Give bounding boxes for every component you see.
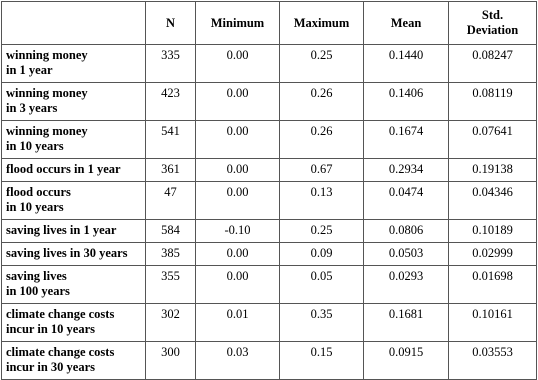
table-row (2, 182, 537, 220)
cell-std-deviation: 0.08119 (449, 83, 537, 121)
cell-mean: 0.1674 (364, 121, 449, 159)
cell-n: 361 (146, 159, 196, 182)
cell-mean: 0.0503 (364, 243, 449, 266)
cell-maximum: 0.09 (280, 243, 364, 266)
cell-minimum: 0.00 (196, 159, 280, 182)
cell-mean: 0.0474 (364, 182, 449, 220)
table-row (2, 304, 537, 342)
cell-mean: 0.0293 (364, 266, 449, 304)
row-label: winning money in 10 years (2, 121, 146, 159)
cell-maximum: 0.26 (280, 83, 364, 121)
cell-minimum: 0.00 (196, 121, 280, 159)
cell-maximum: 0.13 (280, 182, 364, 220)
cell-maximum: 0.05 (280, 266, 364, 304)
descriptive-statistics-table-wrapper (1, 1, 537, 380)
cell-minimum: 0.03 (196, 342, 280, 380)
cell-n: 423 (146, 83, 196, 121)
cell-minimum: 0.00 (196, 83, 280, 121)
table-row (2, 83, 537, 121)
cell-std-deviation: 0.10189 (449, 220, 537, 243)
cell-minimum: 0.01 (196, 304, 280, 342)
table-row (2, 121, 537, 159)
table-row (2, 220, 537, 243)
cell-std-deviation: 0.10161 (449, 304, 537, 342)
cell-maximum: 0.25 (280, 220, 364, 243)
cell-mean: 0.1440 (364, 45, 449, 83)
cell-n: 47 (146, 182, 196, 220)
cell-maximum: 0.25 (280, 45, 364, 83)
column-header-minimum: Minimum (196, 2, 280, 45)
column-header-std-deviation: Std. Deviation (449, 2, 537, 45)
cell-std-deviation: 0.19138 (449, 159, 537, 182)
descriptive-statistics-table (1, 1, 537, 380)
cell-mean: 0.0915 (364, 342, 449, 380)
cell-maximum: 0.26 (280, 121, 364, 159)
corner-header-cell (2, 2, 146, 45)
cell-n: 355 (146, 266, 196, 304)
column-header-mean: Mean (364, 2, 449, 45)
row-label: flood occurs in 10 years (2, 182, 146, 220)
header-row (2, 2, 537, 45)
cell-n: 584 (146, 220, 196, 243)
cell-mean: 0.1406 (364, 83, 449, 121)
cell-std-deviation: 0.03553 (449, 342, 537, 380)
cell-mean: 0.1681 (364, 304, 449, 342)
cell-minimum: -0.10 (196, 220, 280, 243)
cell-std-deviation: 0.04346 (449, 182, 537, 220)
cell-n: 335 (146, 45, 196, 83)
row-label: winning money in 1 year (2, 45, 146, 83)
cell-n: 300 (146, 342, 196, 380)
cell-std-deviation: 0.07641 (449, 121, 537, 159)
table-row (2, 45, 537, 83)
cell-maximum: 0.67 (280, 159, 364, 182)
cell-maximum: 0.35 (280, 304, 364, 342)
column-header-maximum: Maximum (280, 2, 364, 45)
cell-n: 385 (146, 243, 196, 266)
cell-n: 541 (146, 121, 196, 159)
cell-maximum: 0.15 (280, 342, 364, 380)
cell-minimum: 0.00 (196, 243, 280, 266)
row-label: flood occurs in 1 year (2, 159, 146, 182)
cell-std-deviation: 0.02999 (449, 243, 537, 266)
column-header-n: N (146, 2, 196, 45)
cell-std-deviation: 0.08247 (449, 45, 537, 83)
row-label: saving lives in 30 years (2, 243, 146, 266)
cell-mean: 0.0806 (364, 220, 449, 243)
cell-mean: 0.2934 (364, 159, 449, 182)
cell-std-deviation: 0.01698 (449, 266, 537, 304)
cell-minimum: 0.00 (196, 45, 280, 83)
table-row (2, 243, 537, 266)
row-label: climate change costs incur in 30 years (2, 342, 146, 380)
row-label: saving lives in 1 year (2, 220, 146, 243)
row-label: climate change costs incur in 10 years (2, 304, 146, 342)
row-label: winning money in 3 years (2, 83, 146, 121)
cell-minimum: 0.00 (196, 182, 280, 220)
table-row (2, 159, 537, 182)
table-row (2, 266, 537, 304)
cell-minimum: 0.00 (196, 266, 280, 304)
row-label: saving lives in 100 years (2, 266, 146, 304)
cell-n: 302 (146, 304, 196, 342)
